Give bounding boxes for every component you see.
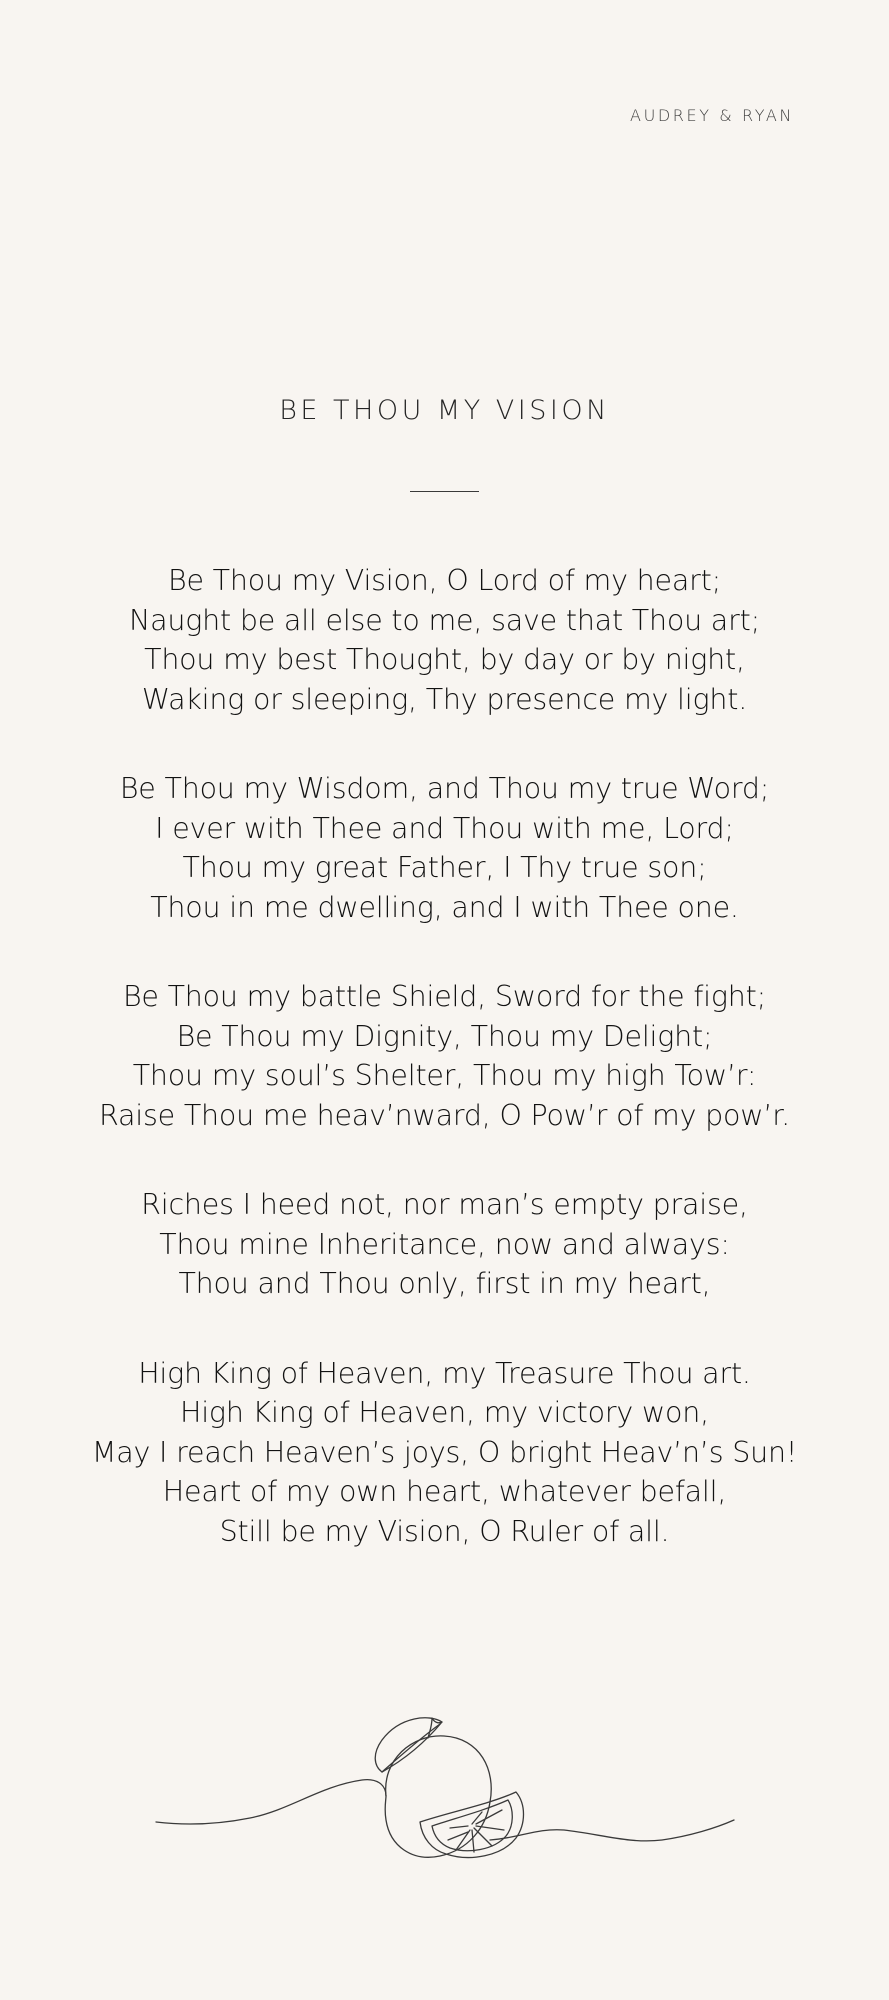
couple-names: AUDREY & RYAN bbox=[630, 106, 794, 125]
lyric-line: Waking or sleeping, Thy presence my light. bbox=[141, 682, 748, 716]
hymn-lyrics bbox=[0, 561, 889, 1601]
lyric-line: Raise Thou me heav’nward, O Pow’r of my pow’r. bbox=[99, 1098, 790, 1132]
lyric-line: Thou in me dwelling, and I with Thee one. bbox=[150, 890, 739, 924]
lyric-line: I ever with Thee and Thou with me, Lord; bbox=[155, 811, 734, 845]
lyric-line: Riches I heed not, nor man’s empty praise, bbox=[141, 1188, 748, 1221]
title-divider bbox=[410, 491, 479, 492]
lyric-line: Be Thou my Wisdom, and Thou my true Word; bbox=[119, 772, 770, 805]
stanza-3 bbox=[0, 977, 889, 1135]
hymn-title: BE THOU MY VISION bbox=[279, 395, 610, 426]
lyric-line: Thou mine Inheritance, now and always: bbox=[159, 1227, 730, 1261]
lyric-line: High King of Heaven, my victory won, bbox=[179, 1396, 709, 1429]
lyric-line: Heart of my own heart, whatever befall, bbox=[162, 1475, 727, 1508]
stanza-4 bbox=[0, 1185, 889, 1304]
lyric-line: High King of Heaven, my Treasure Thou art. bbox=[138, 1356, 751, 1390]
lyric-line: Be Thou my Dignity, Thou my Delight; bbox=[176, 1019, 713, 1053]
lyric-line: May I reach Heaven’s joys, O bright Heav’n’s Sun! bbox=[91, 1435, 798, 1469]
lyric-line: Thou my great Father, I Thy true son; bbox=[182, 851, 707, 884]
lyric-line: Thou and Thou only, first in my heart, bbox=[178, 1267, 711, 1300]
lyric-line: Still be my Vision, O Ruler of all. bbox=[219, 1514, 670, 1548]
lemon-line-drawing-icon bbox=[150, 1700, 740, 1875]
lyric-line: Be Thou my battle Shield, Sword for the fight; bbox=[122, 980, 767, 1013]
lyric-line: Thou my best Thought, by day or by night, bbox=[144, 643, 745, 676]
lyric-line: Thou my soul’s Shelter, Thou my high Tow’r: bbox=[132, 1059, 757, 1092]
stanza-2 bbox=[0, 769, 889, 927]
lyric-line: Be Thou my Vision, O Lord of my heart; bbox=[168, 564, 721, 597]
lyric-line: Naught be all else to me, save that Thou art; bbox=[129, 603, 760, 637]
stanza-1 bbox=[0, 561, 889, 719]
stanza-5 bbox=[0, 1354, 889, 1552]
